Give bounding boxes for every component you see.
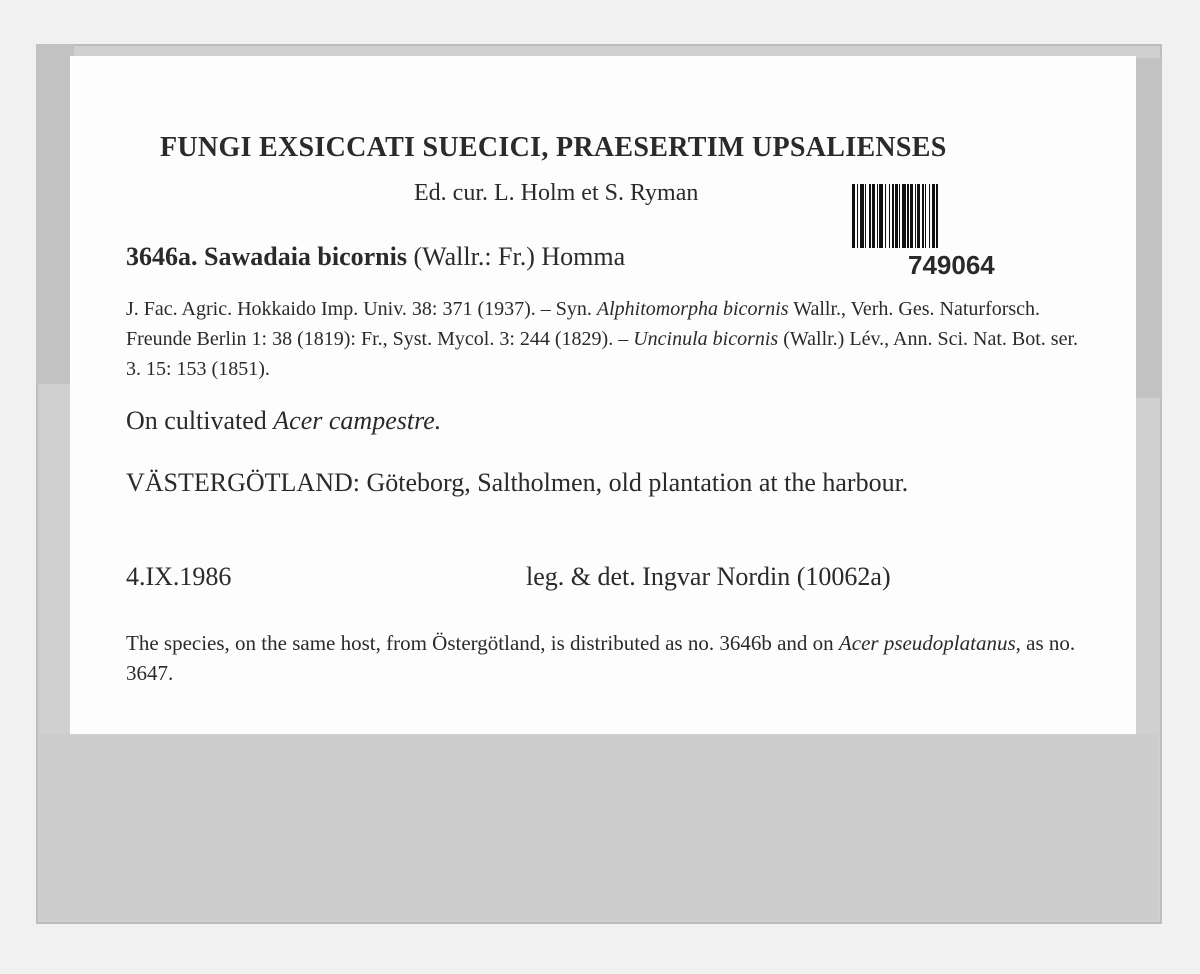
- collector: leg. & det. Ingvar Nordin (10062a): [526, 562, 891, 591]
- specimen-label: [70, 56, 1136, 734]
- editors-line: Ed. cur. L. Holm et S. Ryman: [414, 180, 699, 206]
- note-host: Acer pseudoplatanus: [838, 631, 1016, 655]
- packet-lower-panel: [40, 734, 1158, 920]
- series-title: FUNGI EXSICCATI SUECICI, PRAESERTIM UPSALIENSES: [160, 132, 947, 163]
- note-part-1: The species, on the same host, from Östergötland, is distributed as no. 3646b and on: [126, 631, 834, 655]
- host-name: Acer campestre.: [273, 406, 442, 435]
- refs-part-3: (Wallr.) Lév., Ann. Sci. Nat. Bot. ser. 3. 15: 153 (1851).: [126, 328, 1079, 380]
- distribution-note: [126, 628, 1096, 688]
- note-part-2: , as no. 3647.: [126, 631, 1076, 685]
- synonym-1: Alphitomorpha bicornis: [596, 298, 789, 320]
- refs-part-2: Wallr., Verh. Ges. Naturforsch. Freunde Berlin 1: 38 (1819): Fr., Syst. Mycol. 3: 244 (1829). –: [126, 298, 1041, 350]
- species-heading: [126, 242, 625, 272]
- nomenclature-references: [126, 294, 1086, 384]
- locality: VÄSTERGÖTLAND: Göteborg, Saltholmen, old plantation at the harbour.: [126, 468, 909, 497]
- species-name: Sawadaia bicornis: [204, 242, 407, 271]
- collection-date: 4.IX.1986: [126, 562, 232, 591]
- packet-left-flap: [36, 44, 74, 384]
- species-authority: (Wallr.: Fr.) Homma: [413, 242, 626, 271]
- barcode-number: 749064: [908, 250, 995, 280]
- host-prefix: On cultivated: [126, 406, 267, 435]
- host-line: [126, 406, 441, 436]
- synonym-2: Uncinula bicornis: [633, 328, 779, 350]
- barcode-image: [852, 184, 1070, 248]
- refs-part-1: J. Fac. Agric. Hokkaido Imp. Univ. 38: 371 (1937). – Syn.: [126, 298, 592, 320]
- species-number: 3646a.: [126, 242, 198, 271]
